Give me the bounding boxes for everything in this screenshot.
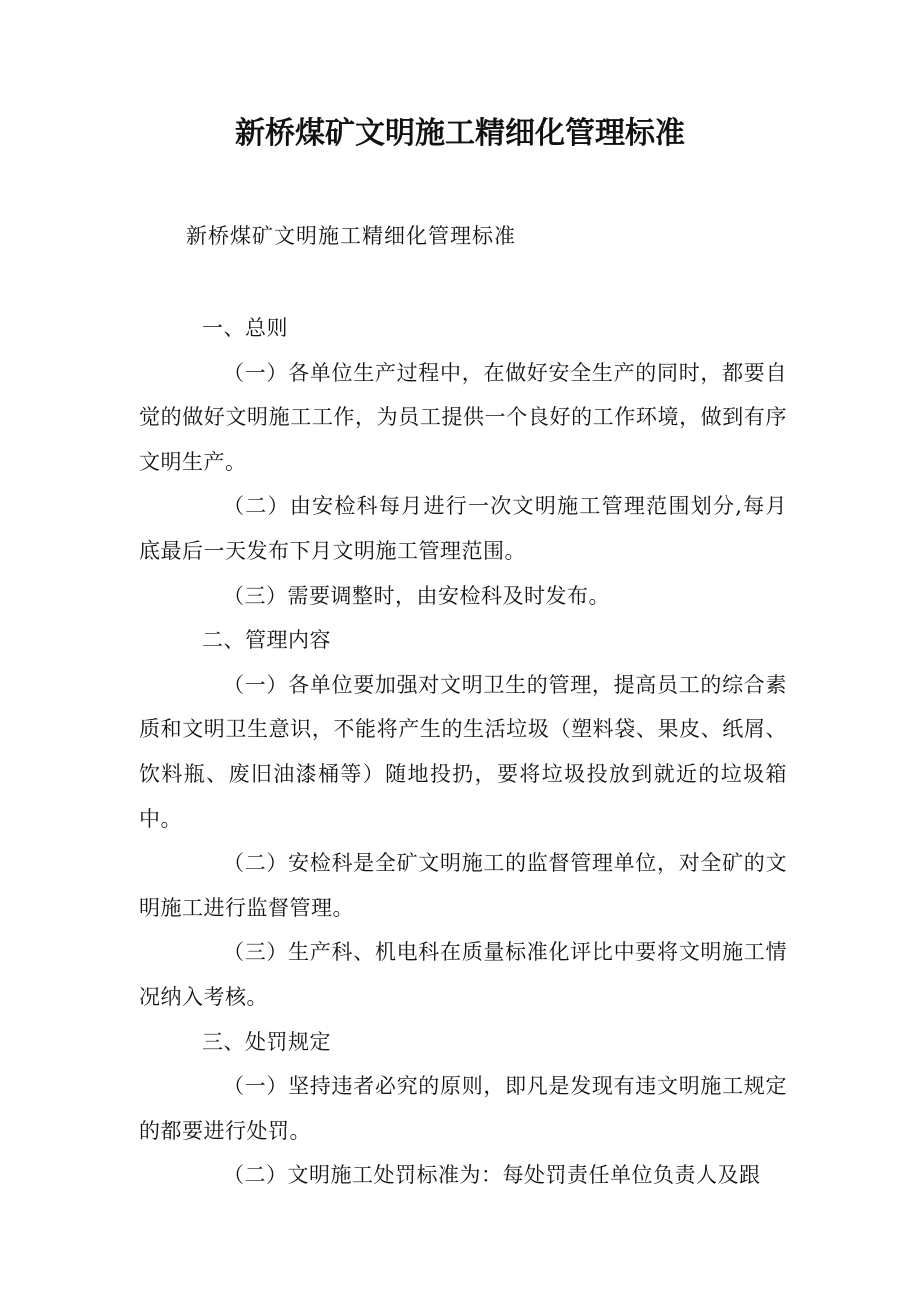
paragraph: （一）各单位生产过程中，在做好安全生产的同时，都要自觉的做好文明施工工作，为员工提供一个良好的工作环境，做到有序文明生产。	[139, 360, 787, 474]
paragraph: （一）坚持违者必究的原则，即凡是发现有违文明施工规定的都要进行处罚。	[139, 1074, 787, 1143]
section-heading-penalties: 三、处罚规定	[202, 1029, 331, 1054]
paragraph: （二）由安检科每月进行一次文明施工管理范围划分,每月底最后一天发布下月文明施工管理范围。	[139, 494, 787, 563]
paragraph: （二）文明施工处罚标准为：每处罚责任单位负责人及跟	[223, 1163, 761, 1188]
document-body	[139, 306, 787, 1198]
document-title: 新桥煤矿文明施工精细化管理标准	[235, 116, 685, 151]
section-heading-management: 二、管理内容	[202, 628, 331, 653]
section-heading-general: 一、总则	[202, 316, 288, 340]
paragraph: （二）安检科是全矿文明施工的监督管理单位，对全矿的文明施工进行监督管理。	[139, 851, 787, 920]
paragraph: （三）生产科、机电科在质量标准化评比中要将文明施工情况纳入考核。	[139, 940, 787, 1009]
paragraph: （一）各单位要加强对文明卫生的管理，提高员工的综合素质和文明卫生意识，不能将产生的生活垃圾（塑料袋、果皮、纸屑、饮料瓶、废旧油漆桶等）随地投扔，要将垃圾投放到就近的垃圾箱中。	[139, 672, 787, 831]
document-subtitle: 新桥煤矿文明施工精细化管理标准	[186, 224, 516, 248]
paragraph: （三）需要调整时，由安检科及时发布。	[223, 583, 610, 608]
